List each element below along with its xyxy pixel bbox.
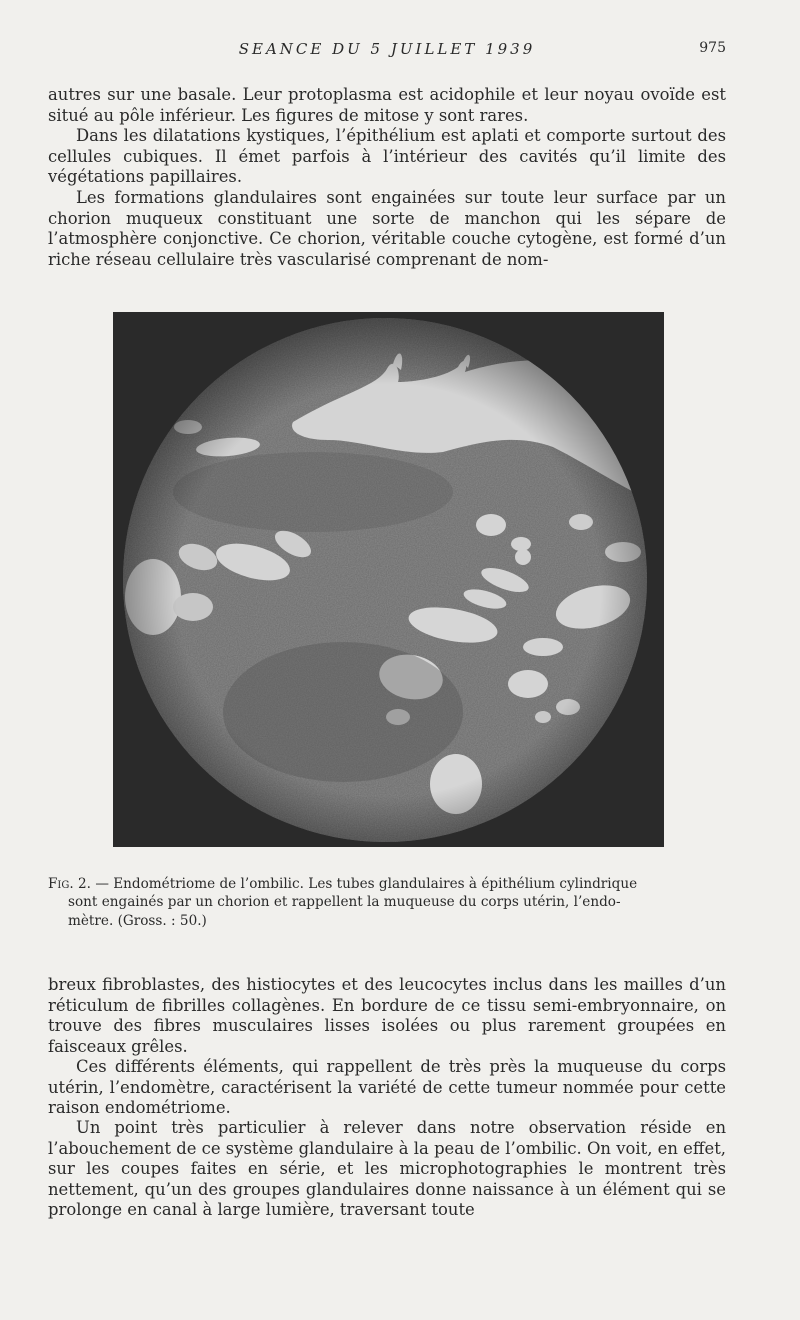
- caption-line-3: mètre. (Gross. : 50.): [68, 912, 207, 929]
- micrograph-image: [113, 312, 664, 847]
- body-paragraph: breux fibroblastes, des histiocytes et des leucocytes inclus dans les mailles d’un réticulum de fibrilles collagènes. En bordure de ce tissu semi-embryonnaire, on trouve des fibres musculaires lisses isolées ou plus rarement groupées en faisceaux grêles.: [48, 975, 726, 1056]
- running-head: SEANCE DU 5 JUILLET 1939: [238, 40, 536, 58]
- figure-label: Fig. 2.: [48, 876, 91, 892]
- body-paragraph: Les formations glandulaires sont engainées sur toute leur surface par un chorion muqueux constituant une sorte de manchon qui les sépare de l’atmosphère conjonctive. Ce chorion, véritable couche cytogène, est formé d’un riche réseau cellulaire très vascularisé comprenant de nom-: [48, 188, 726, 269]
- page-header: [48, 40, 726, 62]
- body-paragraph: Dans les dilatations kystiques, l’épithélium est aplati et comporte surtout des cellules cubiques. Il émet parfois à l’intérieur des cavités qu’il limite des végétations papillaires.: [48, 126, 726, 187]
- figure-caption: [48, 875, 726, 930]
- body-paragraph: Un point très particulier à relever dans notre observation réside en l’abouchement de ce système glandulaire à la peau de l’ombilic. On voit, en effet, sur les coupes faites en série, et les microphotographies le montrent très nettement, qu’un des groupes glandulaires donne naissance à un élément qui se prolonge en canal à large lumière, traversant toute: [48, 1118, 726, 1220]
- micrograph-figure: [113, 312, 664, 847]
- body-paragraph: Ces différents éléments, qui rappellent de très près la muqueuse du corps utérin, l’endomètre, caractérisent la variété de cette tumeur nommée pour cette raison endométriome.: [48, 1057, 726, 1118]
- caption-text-1: — Endométriome de l’ombilic. Les tubes glandulaires à épithélium cylindrique: [95, 876, 638, 892]
- caption-line-1: [48, 875, 726, 893]
- page-number: 975: [699, 40, 726, 56]
- caption-line-2: sont engainés par un chorion et rappellent la muqueuse du corps utérin, l’endo-: [68, 894, 621, 911]
- body-paragraph: autres sur une basale. Leur protoplasma est acidophile et leur noyau ovoïde est situé au pôle inférieur. Les figures de mitose y sont rares.: [48, 85, 726, 125]
